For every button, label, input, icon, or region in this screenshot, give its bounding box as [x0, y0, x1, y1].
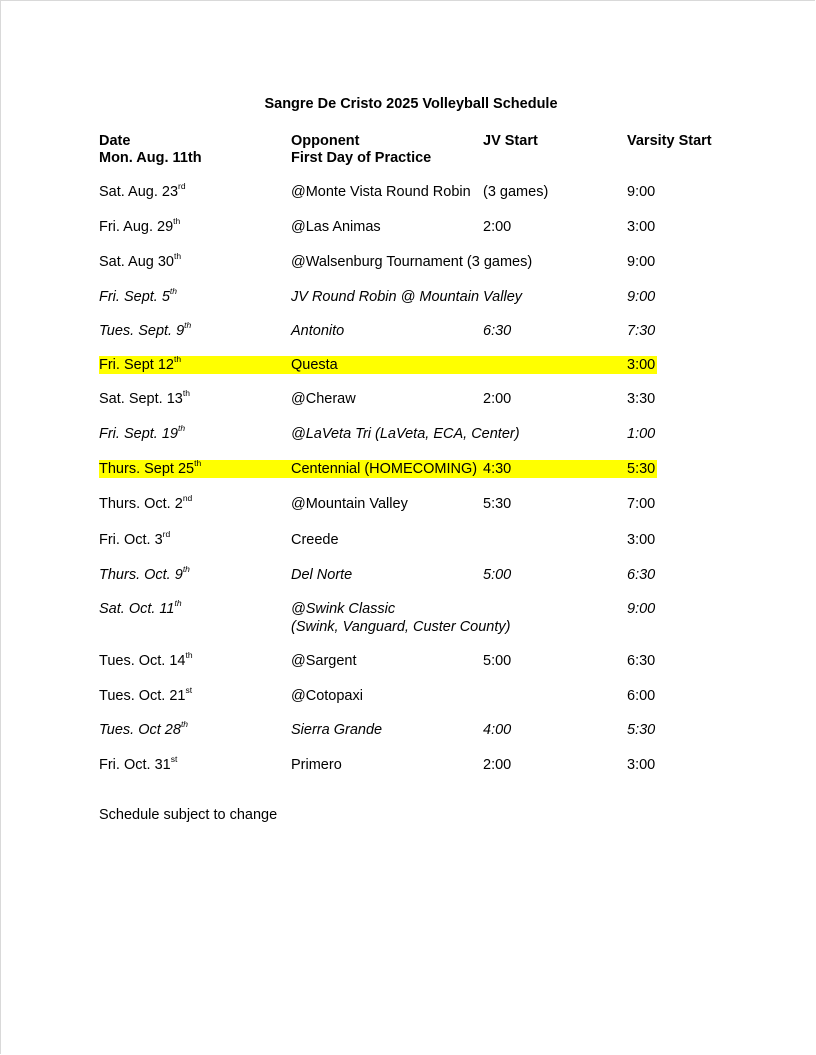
row-varsity-start: 3:00	[627, 532, 656, 548]
row-date-text: Sat. Aug 30	[99, 254, 174, 270]
row-date-ordinal: th	[173, 354, 182, 365]
row-jv-start: 2:00	[483, 391, 512, 407]
row-date	[99, 652, 193, 671]
header-varsity: Varsity Start	[627, 133, 712, 149]
row-opponent: Sierra Grande	[291, 722, 383, 738]
row-date	[99, 288, 177, 307]
row-varsity-start: 3:00	[627, 219, 656, 235]
row-opponent: JV Round Robin @ Mountain Valley	[291, 289, 523, 305]
row-date-text: Thurs. Oct. 2	[99, 496, 183, 512]
row-varsity-start: 9:00	[627, 254, 656, 270]
row-date-text: Fri. Oct. 3	[99, 532, 163, 548]
row-date-text: Sat. Oct. 11	[99, 601, 175, 617]
row-opponent: @Monte Vista Round Robin	[291, 184, 471, 200]
row-date-ordinal: th	[185, 650, 193, 661]
row-date-ordinal: rd	[162, 529, 171, 540]
row-varsity-start: 5:30	[627, 461, 656, 477]
row-date-text: Thurs. Oct. 9	[99, 567, 183, 583]
row-varsity-start: 6:00	[627, 688, 656, 704]
row-opponent-detail: (Swink, Vanguard, Custer County)	[291, 619, 511, 635]
row-jv-start: 6:30	[483, 323, 512, 339]
header-date-label: Date	[99, 133, 131, 149]
row-varsity-start: 3:00	[627, 357, 656, 373]
row-date	[99, 253, 181, 272]
row-jv-start: (3 games)	[483, 184, 549, 200]
row-date-text: Sat. Sept. 13	[99, 391, 183, 407]
row-date-text: Fri. Sept. 19	[99, 426, 178, 442]
row-date	[99, 356, 181, 375]
row-date	[99, 721, 188, 740]
row-date	[99, 566, 190, 585]
row-jv-start: 5:00	[483, 653, 512, 669]
row-varsity-start: 1:00	[627, 426, 656, 442]
practice-label: First Day of Practice	[291, 150, 432, 166]
row-date-ordinal: th	[173, 251, 182, 262]
row-date	[99, 390, 190, 409]
row-date-text: Thurs. Sept 25	[99, 461, 195, 477]
row-date	[99, 531, 170, 550]
row-date	[99, 495, 192, 514]
row-date	[99, 218, 180, 237]
row-jv-start: 4:00	[483, 722, 512, 738]
row-varsity-start: 5:30	[627, 722, 656, 738]
row-date	[99, 600, 182, 619]
row-opponent: @Cotopaxi	[291, 688, 363, 704]
row-jv-start: 5:30	[483, 496, 512, 512]
header-jv: JV Start	[483, 133, 538, 149]
row-date-text: Tues. Oct. 14	[99, 653, 186, 669]
row-date	[99, 425, 185, 444]
row-opponent: @Swink Classic	[291, 601, 396, 617]
footer-note: Schedule subject to change	[99, 807, 278, 823]
row-opponent: Creede	[291, 532, 339, 548]
row-varsity-start: 6:30	[627, 567, 656, 583]
row-date-ordinal: th	[182, 388, 190, 399]
row-date-ordinal: th	[173, 216, 181, 227]
row-opponent: @Sargent	[291, 653, 357, 669]
row-date	[99, 687, 192, 706]
row-opponent: @Las Animas	[291, 219, 381, 235]
row-date-ordinal: nd	[182, 493, 193, 504]
row-date-text: Tues. Oct 28	[99, 722, 181, 738]
row-date-text: Fri. Aug. 29	[99, 219, 174, 235]
row-date-ordinal: th	[184, 320, 192, 331]
header-date	[99, 133, 202, 167]
row-date-ordinal: th	[182, 564, 190, 575]
row-date	[99, 183, 186, 202]
row-date-ordinal: st	[170, 754, 178, 765]
row-varsity-start: 6:30	[627, 653, 656, 669]
row-date-ordinal: th	[194, 458, 202, 469]
row-date	[99, 460, 201, 479]
row-varsity-start: 9:00	[627, 601, 656, 617]
row-date-text: Fri. Oct. 31	[99, 757, 171, 773]
page-title: Sangre De Cristo 2025 Volleyball Schedule	[264, 96, 558, 112]
row-opponent: @Walsenburg Tournament (3 games)	[291, 254, 533, 270]
row-opponent: @Mountain Valley	[291, 496, 408, 512]
row-date-ordinal: st	[185, 685, 193, 696]
practice-date: Mon. Aug. 11th	[99, 150, 202, 166]
row-date	[99, 322, 191, 341]
row-opponent: Centennial (HOMECOMING)	[291, 461, 478, 477]
row-opponent: @Cheraw	[291, 391, 356, 407]
row-jv-start: 2:00	[483, 219, 512, 235]
row-varsity-start: 7:00	[627, 496, 656, 512]
row-opponent: Antonito	[291, 323, 345, 339]
row-date-text: Tues. Sept. 9	[99, 323, 185, 339]
row-opponent: Primero	[291, 757, 342, 773]
row-varsity-start: 9:00	[627, 184, 656, 200]
row-opponent: Questa	[291, 357, 338, 373]
row-date-ordinal: th	[169, 286, 178, 297]
row-date	[99, 756, 177, 775]
row-opponent: Del Norte	[291, 567, 353, 583]
row-varsity-start: 7:30	[627, 323, 656, 339]
row-date-text: Sat. Aug. 23	[99, 184, 179, 200]
row-varsity-start: 3:30	[627, 391, 656, 407]
row-date-ordinal: th	[174, 598, 182, 609]
row-jv-start: 5:00	[483, 567, 512, 583]
row-date-ordinal: rd	[178, 181, 186, 192]
row-date-text: Fri. Sept. 5	[99, 289, 170, 305]
row-opponent: @LaVeta Tri (LaVeta, ECA, Center)	[291, 426, 520, 442]
row-varsity-start: 3:00	[627, 757, 656, 773]
row-jv-start: 4:30	[483, 461, 512, 477]
row-jv-start: 2:00	[483, 757, 512, 773]
row-date-text: Fri. Sept 12	[99, 357, 174, 373]
row-date-ordinal: th	[180, 719, 189, 730]
row-date-ordinal: th	[177, 423, 186, 434]
header-opponent	[291, 133, 431, 167]
row-varsity-start: 9:00	[627, 289, 656, 305]
header-opponent-label: Opponent	[291, 133, 360, 149]
row-date-text: Tues. Oct. 21	[99, 688, 186, 704]
